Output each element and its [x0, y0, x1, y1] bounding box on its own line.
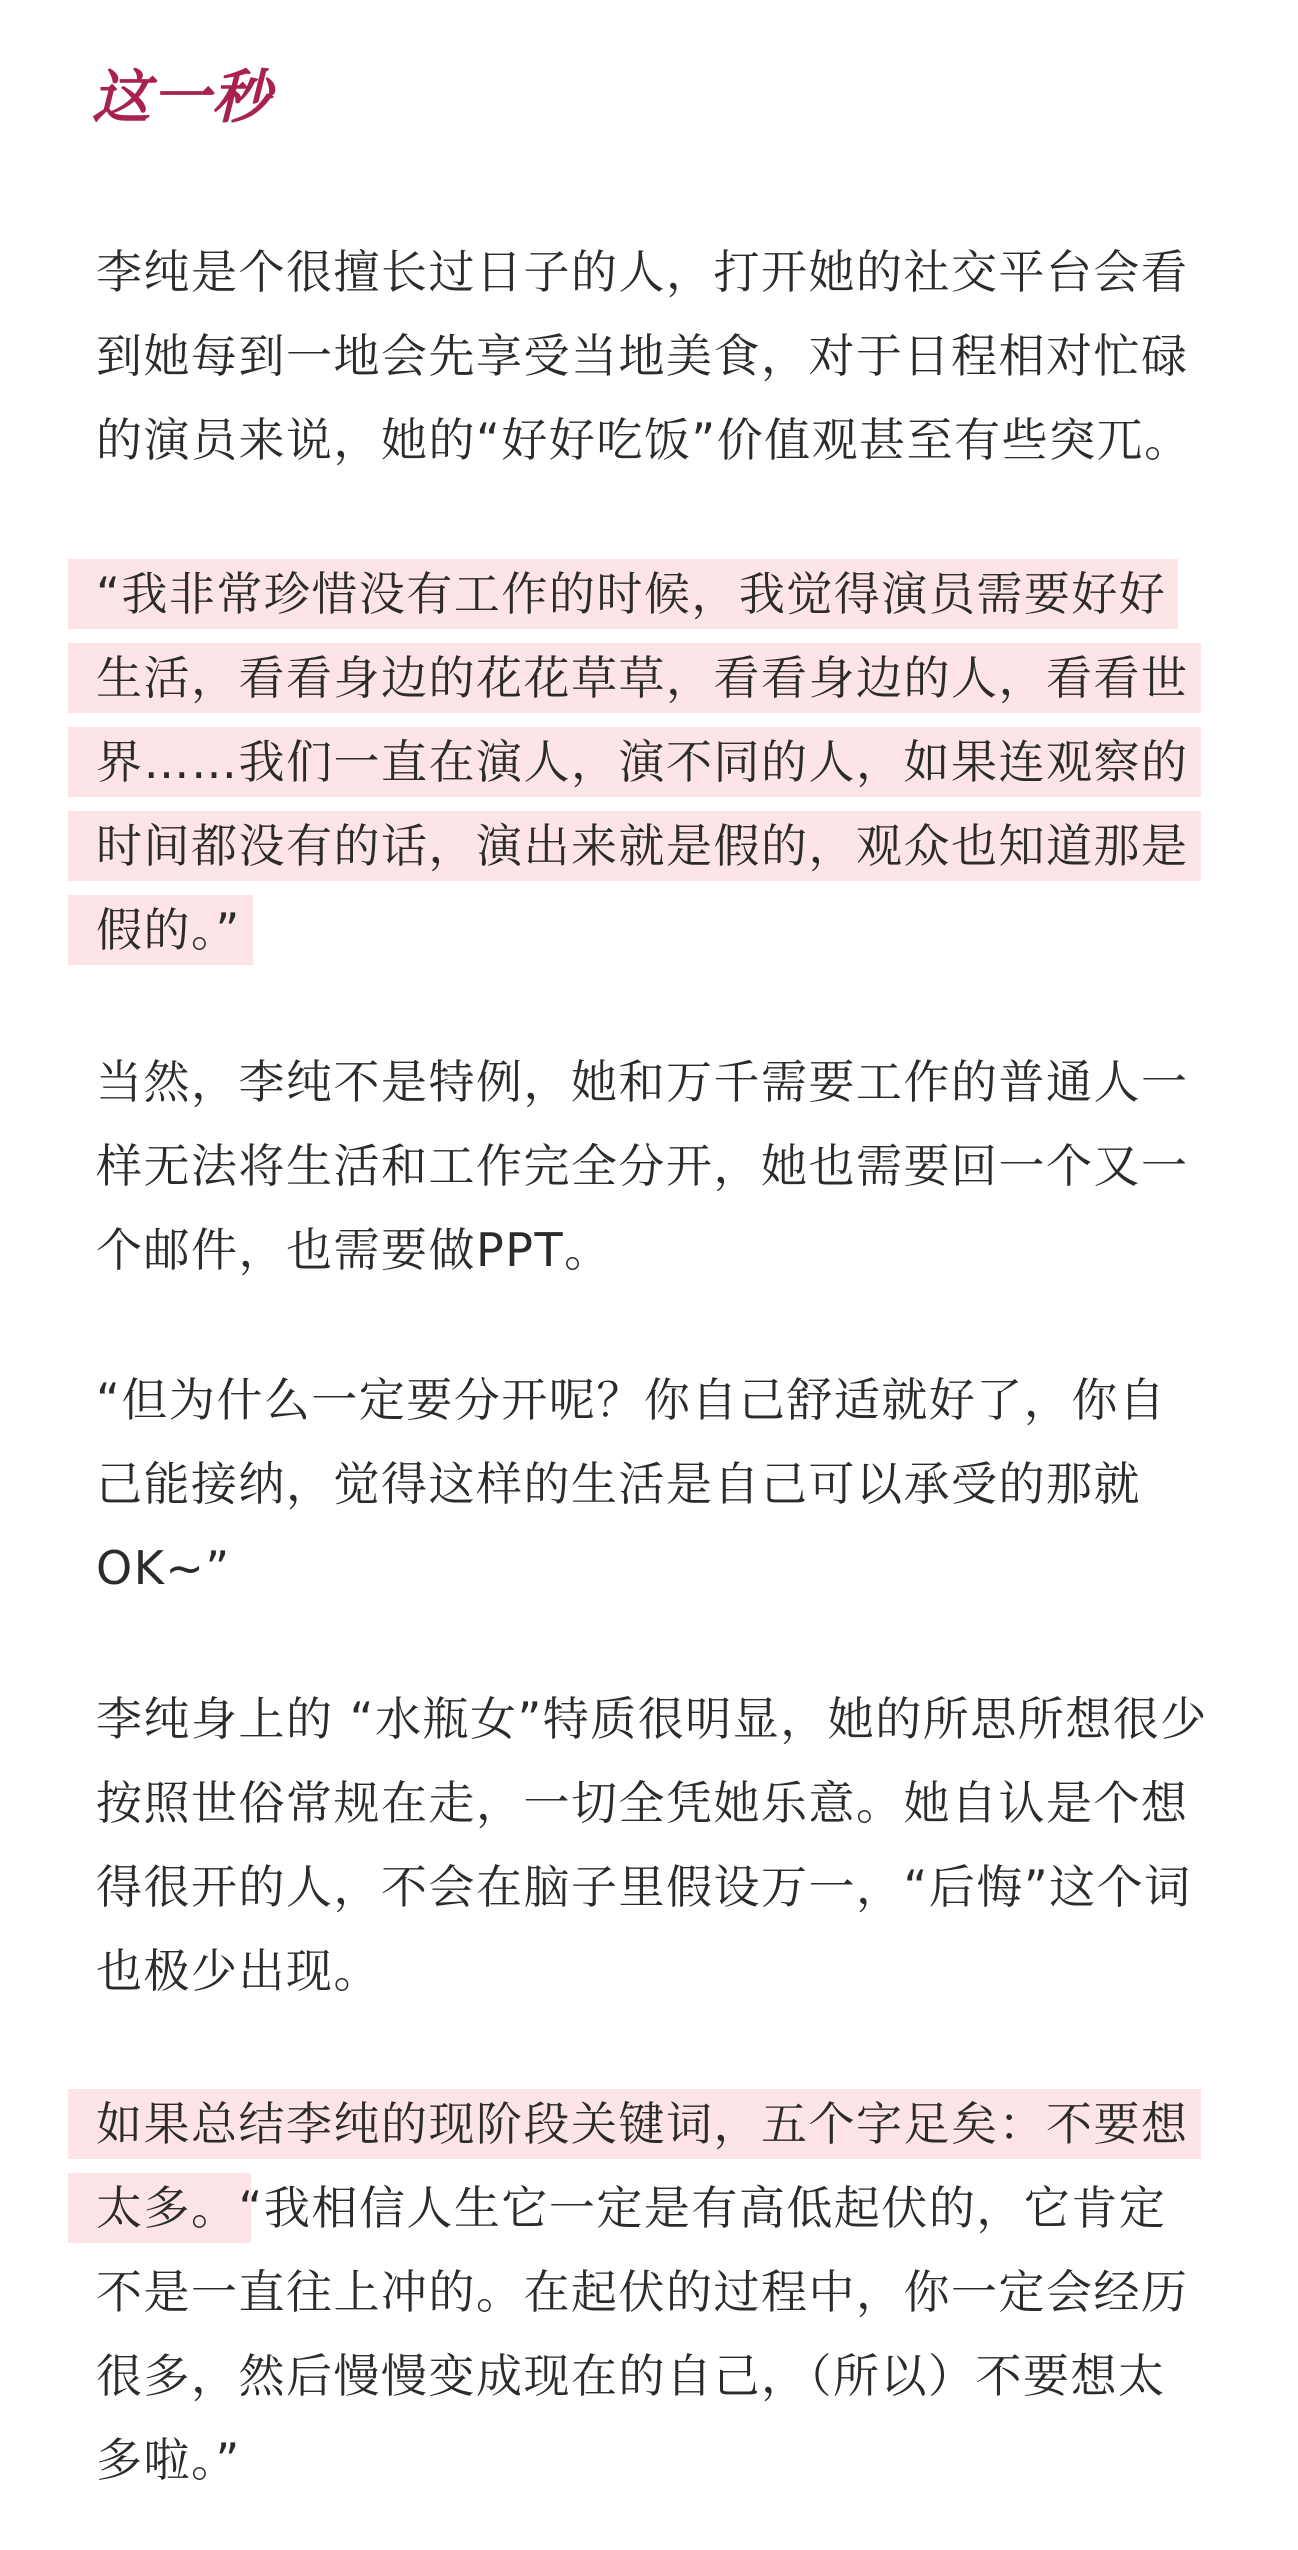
text-line: 时间都没有的话，演出来就是假的，观众也知道那是 [96, 811, 1189, 881]
text-line: 李纯是个很擅长过日子的人，打开她的社交平台会看 [96, 245, 1189, 299]
text-line: “但为什么一定要分开呢？你自己舒适就好了，你自 [96, 1373, 1167, 1427]
paragraph-keywords [96, 2082, 1216, 2502]
text-line: OK~” [96, 1541, 231, 1595]
paragraph-aquarius [96, 1677, 1216, 2013]
highlighted-quote [96, 552, 1216, 972]
section-title: 这一秒 [92, 63, 273, 131]
text-line: “我非常珍惜没有工作的时候，我觉得演员需要好好 [96, 559, 1166, 629]
text-line: 样无法将生活和工作完全分开，她也需要回一个又一 [96, 1139, 1189, 1193]
text-line: 不是一直往上冲的。在起伏的过程中，你一定会经历 [96, 2265, 1189, 2319]
text-line: 界……我们一直在演人，演不同的人，如果连观察的 [96, 727, 1189, 797]
text-line: 按照世俗常规在走，一切全凭她乐意。她自认是个想 [96, 1776, 1189, 1830]
highlighted-text: 如果总结李纯的现阶段关键词，五个字足矣：不要想 [96, 2089, 1189, 2159]
text-line: 李纯身上的 “水瓶女”特质很明显，她的所思所想很少 [96, 1692, 1208, 1746]
paragraph-work [96, 1040, 1216, 1292]
paragraph-intro [96, 230, 1216, 482]
text-line: 的演员来说，她的“好好吃饭”价值观甚至有些突兀。 [96, 413, 1192, 467]
text-line: 假的。” [96, 895, 241, 965]
text-segment: “我相信人生它一定是有高低起伏的，它肯定 [238, 2181, 1167, 2235]
text-line: 也极少出现。 [96, 1944, 381, 1998]
text-line: 当然，李纯不是特例，她和万千需要工作的普通人一 [96, 1055, 1189, 1109]
text-line: 很多，然后慢慢变成现在的自己，（所以）不要想太 [96, 2349, 1166, 2403]
paragraph-quote-ok [96, 1358, 1216, 1610]
highlighted-text: 太多。 [96, 2173, 239, 2243]
text-line: 到她每到一地会先享受当地美食，对于日程相对忙碌 [96, 329, 1189, 383]
text-line: 得很开的人，不会在脑子里假设万一，“后悔”这个词 [96, 1860, 1192, 1914]
text-line: 生活，看看身边的花花草草，看看身边的人，看看世 [96, 643, 1189, 713]
text-line: 己能接纳，觉得这样的生活是自己可以承受的那就 [96, 1457, 1141, 1511]
text-line: 个邮件，也需要做PPT。 [96, 1223, 612, 1277]
text-line: 多啦。” [96, 2433, 241, 2487]
